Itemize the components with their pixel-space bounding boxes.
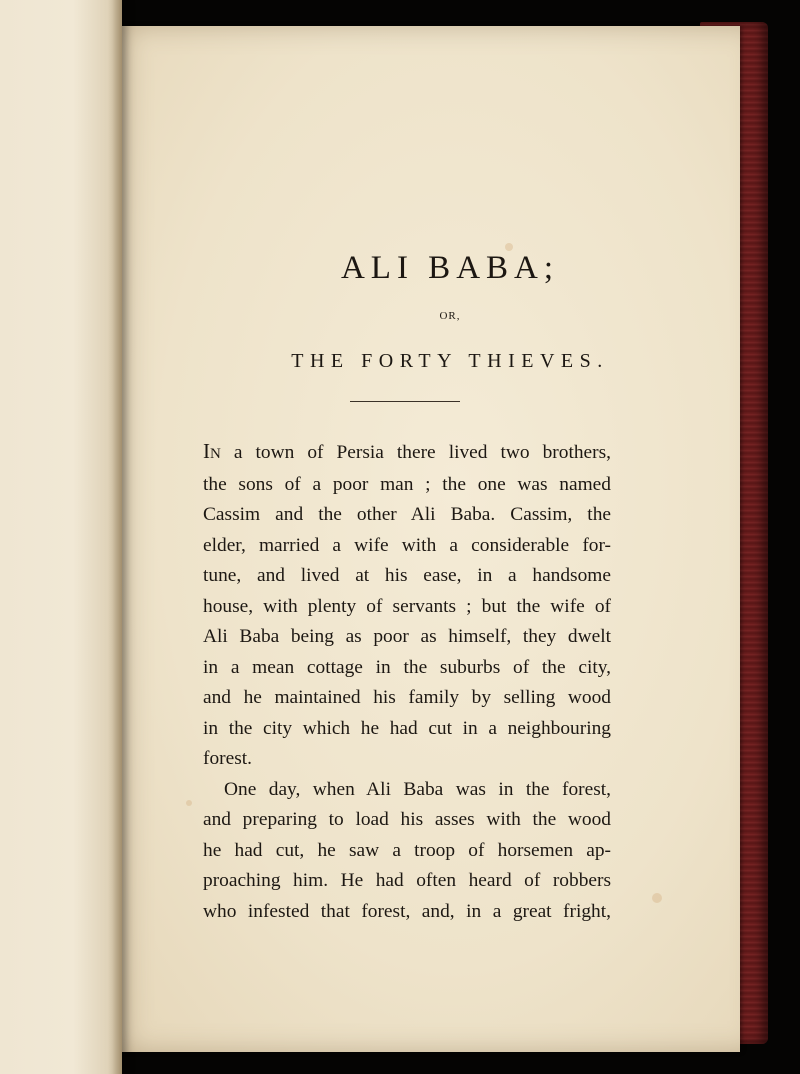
drop-word-rest: N — [210, 446, 221, 462]
text-line: in a mean cottage in the suburbs of the city, — [203, 656, 611, 678]
text-line: proaching him. He had often heard of robbers — [203, 870, 611, 891]
text-line: elder, married a wife with a considerable for- — [203, 534, 611, 556]
foxing-spot — [186, 800, 192, 806]
text-line: who infested that forest, and, in a great fright, — [203, 900, 611, 922]
text-line: tune, and lived at his ease, in a handsome — [203, 565, 611, 586]
body-text — [203, 436, 611, 927]
chapter-subtitle: THE FORTY THIEVES. — [291, 350, 609, 372]
chapter-title: ALI BABA; — [340, 250, 560, 286]
title-rule — [350, 401, 460, 402]
text-line: forest. — [203, 748, 252, 769]
text-line: and preparing to load his asses with the wood — [203, 809, 611, 830]
text-line: and he maintained his family by selling wood — [203, 687, 611, 708]
drop-word-initial: I — [203, 439, 210, 463]
text-line — [203, 436, 611, 470]
text-line-content: a town of Persia there lived two brothers, — [220, 442, 611, 463]
text-line: in the city which he had cut in a neighbouring — [203, 717, 611, 739]
text-line: Ali Baba being as poor as himself, they dwelt — [203, 626, 611, 647]
foxing-spot — [652, 893, 662, 903]
title-connector: OR, — [439, 310, 461, 322]
left-page — [0, 0, 122, 1074]
text-line: Cassim and the other Ali Baba. Cassim, the — [203, 504, 611, 525]
text-line: he had cut, he saw a troop of horsemen ap- — [203, 839, 611, 861]
spine-shadow — [108, 0, 122, 1074]
text-line: house, with plenty of servants ; but the wife of — [203, 595, 611, 617]
text-line: the sons of a poor man ; the one was named — [203, 473, 611, 495]
text-line: One day, when Ali Baba was in the forest, — [224, 778, 611, 800]
